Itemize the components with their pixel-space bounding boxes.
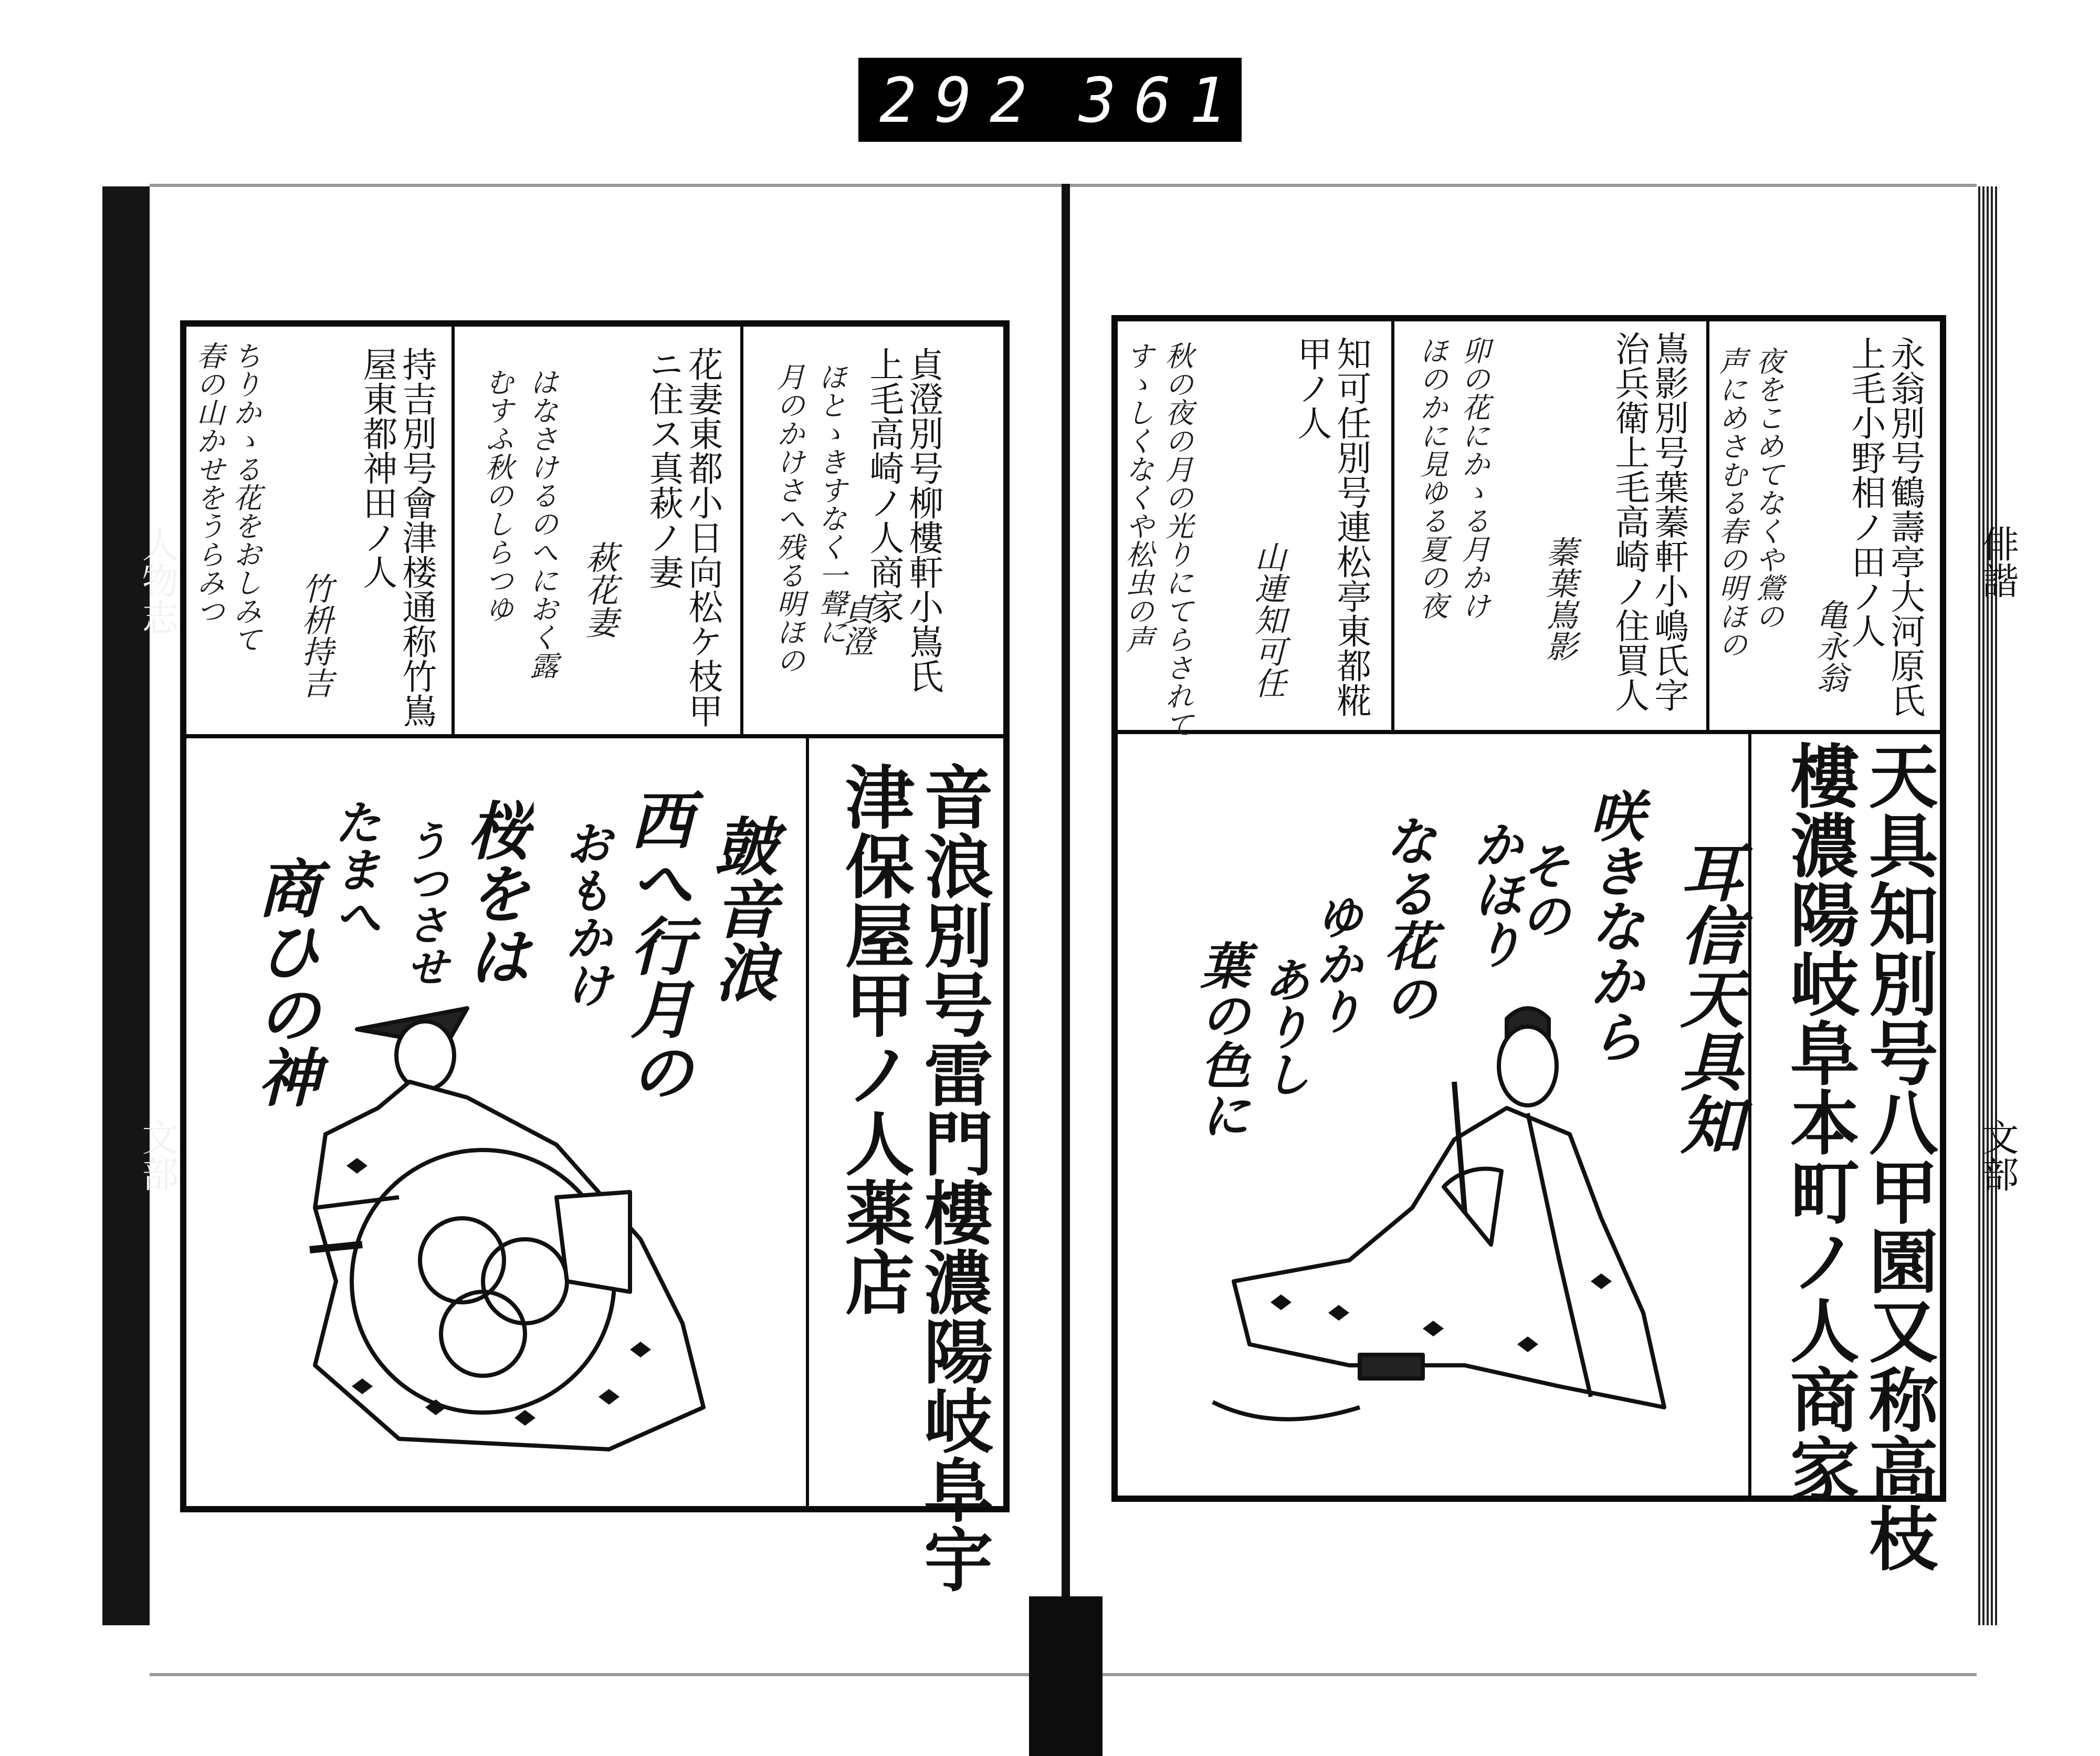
right-divider-col-1	[1391, 315, 1394, 731]
right-margin-title: 俳諧	[1976, 525, 2019, 599]
right-entry-1-poem-1: 夜をこめてなくや鶯の	[1751, 347, 1784, 630]
left-margin-title: 人物志	[136, 525, 179, 635]
right-entry-3-header-2: 甲ノ人	[1291, 336, 1332, 440]
right-feature-poem-6: ありし	[1255, 956, 1311, 1098]
film-frame-number-right: 361.	[1079, 64, 1300, 137]
left-feature-poem-5: たまへ	[326, 798, 382, 940]
left-entry-1-header-1: 貞澄別号柳樓軒小嶌氏	[902, 347, 943, 693]
gutter-line	[1062, 184, 1070, 1754]
right-entry-2-header-2: 治兵衛上毛高崎ノ住買人	[1609, 331, 1650, 712]
left-entry-2-poem-2: むすふ秋のしらつゆ	[481, 368, 514, 623]
left-entry-1-poem-2: 月のかけさへ残る明ほの	[772, 362, 805, 674]
right-entry-1-poem-2: 声にめさむる春の明ほの	[1715, 347, 1748, 659]
left-feature-name: 皷音浪	[704, 814, 778, 1003]
right-entry-1-signature: 亀永翁	[1811, 599, 1848, 693]
right-feature-header-1: 天具知別号八甲園又称高枝	[1856, 740, 1938, 1572]
left-feature-poem-2: おもかけ	[556, 819, 613, 1008]
left-feature-poem-1: 西へ行月の	[620, 788, 694, 1103]
left-entry-3-header-2: 屋東都神田ノ人	[356, 347, 397, 589]
left-book-edge	[102, 186, 150, 1625]
right-divider-col-2	[1706, 315, 1709, 731]
right-entry-2-header-1: 嶌影別号葉蓁軒小嶋氏字	[1648, 331, 1689, 712]
left-divider-col-1	[452, 320, 455, 736]
left-feature-header-2: 津保屋甲ノ人薬店	[833, 761, 915, 1316]
left-entry-1-poem-1: ほとゝきすなく一聲に	[814, 362, 847, 646]
left-entry-2-poem-1: はなさけるのへにおく露	[526, 368, 559, 680]
right-feature-poem-4: なる花の	[1376, 814, 1437, 1024]
left-entry-3-header-1: 持吉別号會津楼通称竹嶌	[396, 347, 437, 728]
left-margin-bottom: 文部	[136, 1119, 179, 1192]
left-feature-header-1: 音浪別号雷門樓濃陽岐阜宇	[911, 761, 993, 1593]
left-entry-2-header-1: 花妻東都小日向松ケ枝甲	[682, 347, 723, 728]
left-entry-3-poem-1: ちりかゝる花をおしみて	[229, 341, 262, 653]
left-entry-2-header-2: ニ住ス真萩ノ妻	[643, 347, 684, 589]
right-feature-name: 耳信天具知	[1670, 840, 1744, 1155]
right-feature-poem-7: 葉の色に	[1192, 940, 1251, 1140]
left-portrait-illustration	[294, 987, 766, 1470]
left-divider-horizontal	[180, 734, 1010, 738]
right-divider-feature	[1748, 731, 1751, 1502]
right-entry-2-poem-1: 卯の花にかゝる月かけ	[1457, 336, 1490, 620]
right-entry-3-poem-2: すゝしくなくや松虫の声	[1121, 341, 1154, 653]
left-divider-feature	[806, 735, 809, 1512]
right-entry-1-header-2: 上毛小野相ノ田ノ人	[1845, 336, 1886, 648]
left-entry-3-signature: 竹枡持吉	[297, 572, 333, 698]
right-feature-poem-1: 咲きなから	[1580, 788, 1646, 1063]
right-divider-horizontal	[1111, 730, 1946, 734]
right-feature-header-2: 樓濃陽岐阜本町ノ人商家	[1778, 740, 1860, 1503]
right-feature-poem-2: その	[1513, 840, 1571, 940]
left-entry-1-header-2: 上毛高崎ノ人商家	[863, 347, 904, 624]
left-feature-poem-3: 桜をは	[457, 798, 531, 987]
right-feature-poem-5: ゆかり	[1307, 893, 1363, 1034]
left-entry-1-signature: 貞澄	[837, 593, 874, 656]
left-divider-col-2	[740, 320, 743, 736]
binding-clip	[1029, 1596, 1102, 1756]
right-entry-3-header-1: 知可任別号連松亭東都糀	[1330, 336, 1371, 717]
right-feature-poem-3: かほり	[1465, 819, 1524, 969]
film-frame-label	[858, 58, 1300, 142]
right-book-edge	[1978, 186, 1999, 1625]
right-entry-2-poem-2: ほのかに見ゆる夏の夜	[1415, 336, 1448, 620]
right-entry-1-header-1: 永翁別号鶴壽亭大河原氏	[1884, 336, 1925, 717]
right-entry-3-poem-1: 秋の夜の月の光りにてらされて	[1161, 341, 1194, 738]
left-feature-poem-6: 商ひの神	[247, 856, 321, 1108]
right-margin-bottom: 文部	[1976, 1119, 2019, 1192]
left-feature-poem-4: うつさせ	[399, 819, 449, 987]
right-entry-2-signature: 蓁葉嶌影	[1541, 536, 1578, 662]
left-entry-2-signature: 萩花妻	[580, 541, 618, 639]
film-frame-number-left: 292	[879, 64, 1045, 137]
right-entry-3-signature: 山連知可任	[1250, 541, 1286, 698]
left-entry-3-poem-2: 春の山かせをうらみつ	[192, 341, 225, 625]
right-portrait-illustration	[1192, 987, 1696, 1470]
